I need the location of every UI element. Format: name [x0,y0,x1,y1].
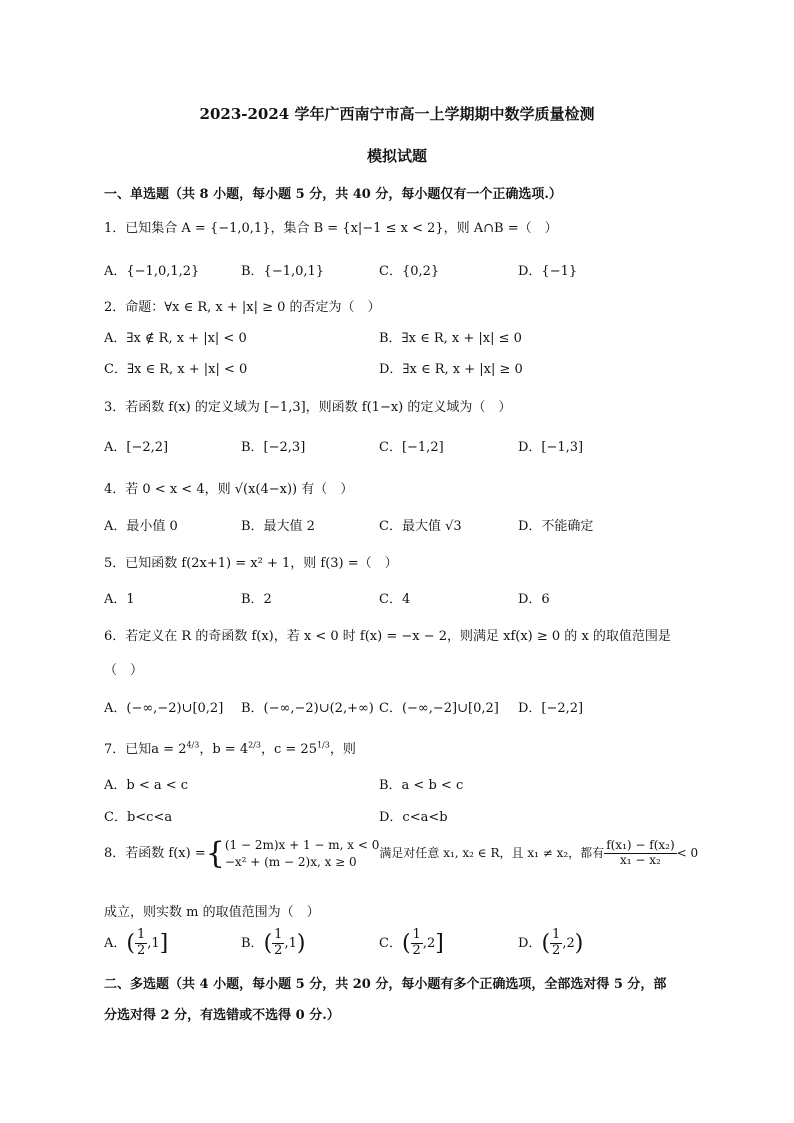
q8-stem-middle: 满足对任意 x₁, x₂ ∈ R，且 x₁ ≠ x₂，都有 [379,846,605,860]
q8-option-d-rest: ,2 [562,935,575,951]
q8-option-b-letter: B． [241,935,264,951]
q8-frac-denominator: x₁ − x₂ [619,853,661,867]
q8-option-a-open: ( [126,930,135,956]
q8-piece-2: −x² + (m − 2)x, x ≥ 0 [224,854,357,869]
q8-piece-1: (1 − 2m)x + 1 − m, x < 0 [224,838,380,853]
q8-stem-end: < 0 [676,846,699,860]
q8-option-c-num: 1 [412,927,421,942]
q3-option-d: D．[−1,3] [518,440,584,455]
q4-option-a: A．最小值 0 [104,519,178,534]
q7-stem-prefix: 7．已知 [104,742,152,757]
question-8-stem-line2: 成立，则实数 m 的取值范围为（ ） [104,905,320,920]
question-3-stem: 3．若函数 f(x) 的定义域为 [−1,3]，则函数 f(1−x) 的定义域为（ ） [104,400,512,415]
q8-option-d-num: 1 [552,927,561,942]
q7-option-c: C．b<c<a [104,810,173,825]
q6-option-b: B．(−∞,−2)∪(2,+∞) [241,701,374,716]
q4-option-c: C．最大值 √3 [379,519,462,534]
q8-option-b [241,928,305,959]
exam-subtitle: 模拟试题 [366,147,427,165]
q7-c-exponent: 1/3 [316,740,330,750]
section-multi-choice-header: 二、多选题（共 4 小题，每小题 5 分，共 20 分，每小题有多个正确选项，全部选对得 5 分，部 [104,977,667,992]
q8-option-d-close: ) [574,930,584,956]
q8-option-d-frac [550,928,562,959]
q7-a-exponent: 4/3 [186,740,200,750]
q8-option-b-num: 1 [274,927,283,942]
q5-option-d: D．6 [518,592,550,607]
q7-option-a: A．b < a < c [104,778,189,793]
q2-option-c: C．∃x ∈ R, x + |x| < 0 [104,362,248,377]
q8-option-c-rest: ,2 [422,935,436,951]
q8-option-a-num: 1 [136,927,146,942]
q8-option-a-letter: A． [104,935,127,951]
q8-option-c-close: ] [435,930,444,956]
q2-option-a: A．∃x ∉ R, x + |x| < 0 [104,331,247,346]
q3-option-a: A．[−2,2] [104,440,169,455]
q7-b-def: ，b = 4 [199,742,249,757]
q8-option-a-den: 2 [136,942,146,958]
q7-stem-suffix: ，则 [329,742,356,757]
q8-stem-prefix: 8．若函数 f(x) = [104,846,206,861]
question-2-stem: 2．命题：∀x ∈ R, x + |x| ≥ 0 的否定为（ ） [104,300,381,315]
q8-option-d [518,928,583,959]
q7-b-exponent: 2/3 [248,740,261,750]
q8-option-b-close: ) [296,930,306,956]
q8-option-a [104,928,168,959]
q1-option-d: D．{−1} [518,264,578,279]
q2-option-b: B．∃x ∈ R, x + |x| ≤ 0 [379,331,522,346]
q8-option-d-open: ( [541,930,551,956]
exam-title: 2023-2024 学年广西南宁市高一上学期期中数学质量检测 [199,105,595,123]
q5-option-c: C．4 [379,592,411,607]
q8-option-a-close: ] [159,930,169,956]
question-4-stem: 4．若 0 < x < 4，则 √(x(4−x)) 有（ ） [104,482,354,497]
q8-option-c-frac [411,928,423,959]
q5-option-a: A．1 [104,592,135,607]
q8-option-b-den: 2 [274,942,283,958]
q7-c-def: ，c = 25 [260,742,317,757]
section-multi-choice-header-line2: 分选对得 2 分，有选错或不选得 0 分.） [104,1008,340,1023]
q7-option-d: D．c<a<b [379,810,448,825]
q1-option-c: C．{0,2} [379,264,440,279]
q8-option-c-open: ( [401,930,411,956]
q8-frac-numerator: f(x₁) − f(x₂) [606,838,675,853]
question-7-stem [104,738,356,757]
q8-option-c-den: 2 [412,942,421,958]
q8-option-d-den: 2 [552,942,561,958]
q2-option-d: D．∃x ∈ R, x + |x| ≥ 0 [379,362,523,377]
q8-piecewise-brace: { [205,836,225,871]
question-6-stem-line2: （ ） [104,663,144,678]
question-5-stem: 5．已知函数 f(2x+1) = x² + 1，则 f(3) =（ ） [104,556,398,571]
q4-option-d: D．不能确定 [518,519,594,534]
q8-option-a-frac [135,928,147,959]
q8-option-b-rest: ,1 [284,935,297,951]
question-1-stem: 1．已知集合 A = {−1,0,1}，集合 B = {x|−1 ≤ x < 2}，则 A∩B =（ ） [104,221,558,236]
q6-option-d: D．[−2,2] [518,701,584,716]
section-single-choice-header: 一、单选题（共 8 小题，每小题 5 分，共 40 分，每小题仅有一个正确选项.） [104,187,562,202]
q4-option-b: B．最大值 2 [241,519,315,534]
q8-option-a-rest: ,1 [147,935,160,951]
q8-option-b-frac [272,928,284,959]
question-8-stem [104,836,698,871]
q8-option-c-letter: C． [379,935,402,951]
q5-option-b: B．2 [241,592,272,607]
q7-option-b: B．a < b < c [379,778,464,793]
q8-difference-quotient [604,839,676,868]
q3-option-b: B．[−2,3] [241,440,306,455]
q8-piecewise-cases [225,837,380,869]
q1-option-b: B．{−1,0,1} [241,264,325,279]
q7-a-def: a = 2 [151,742,187,757]
q8-option-d-letter: D． [518,935,542,951]
q8-option-b-open: ( [263,930,273,956]
question-6-stem: 6．若定义在 R 的奇函数 f(x)，若 x < 0 时 f(x) = −x − 2，则满足 xf(x) ≥ 0 的 x 的取值范围是 [104,629,671,644]
q1-option-a: A．{−1,0,1,2} [104,264,200,279]
q6-option-c: C．(−∞,−2]∪[0,2] [379,701,499,716]
q6-option-a: A．(−∞,−2)∪[0,2] [104,701,224,716]
q3-option-c: C．[−1,2] [379,440,444,455]
q8-option-c [379,928,444,959]
